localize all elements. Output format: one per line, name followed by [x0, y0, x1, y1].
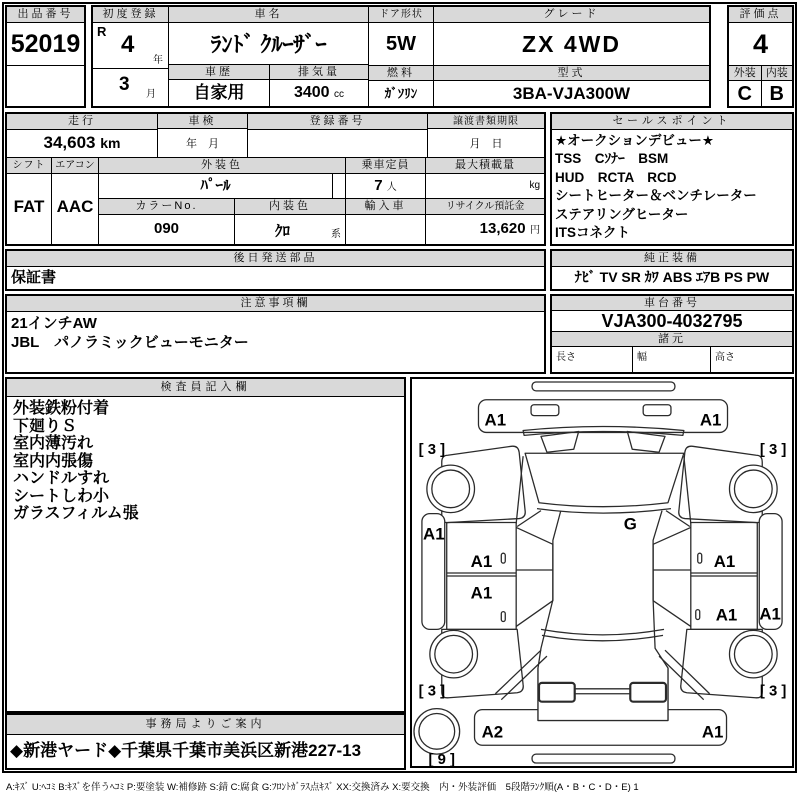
front-bumper: [478, 400, 727, 433]
interior-label: 内装: [762, 66, 793, 81]
exterior-grade: C: [737, 82, 752, 105]
doors-label: ドア形状: [369, 7, 433, 23]
first-reg-month-unit: 月: [146, 89, 156, 100]
import-label: 輸入車: [345, 199, 425, 215]
displacement-unit: cc: [334, 88, 345, 100]
first-reg-month: 3: [119, 74, 130, 95]
chassis-panel: [550, 294, 794, 374]
door-split-left: [447, 573, 516, 576]
spec-height-cell: 高さ: [710, 347, 792, 372]
window-panel-right: [653, 527, 691, 626]
rear-window-curve: [541, 629, 664, 634]
ext-color-value: ﾊﾟｰﾙ: [200, 177, 231, 194]
max-load-cell: [425, 174, 544, 198]
mark-front-fender-right: [ 3 ]: [759, 442, 787, 459]
spare-tire-inner: [419, 714, 455, 750]
capacity-cell: [345, 174, 425, 198]
history-value: 自家用: [193, 83, 245, 103]
chassis-value: VJA300-4032795: [552, 311, 792, 332]
interior-grade: B: [769, 82, 784, 105]
notes-panel: [5, 294, 546, 374]
grade-label: グレード: [434, 7, 709, 23]
notes-list: [7, 312, 544, 372]
inspector-line: 外装鉄粉付着: [13, 400, 110, 417]
transfer-deadline-value: 月 日: [469, 138, 503, 150]
specs-label: 諸元: [552, 332, 792, 347]
capacity-value: 7: [374, 177, 383, 194]
sales-points-panel: [550, 112, 794, 246]
shift-label: シフト: [7, 158, 51, 174]
fuel-value: ｶﾞｿﾘﾝ: [384, 86, 418, 102]
reg-number-label: 登録番号: [248, 114, 427, 130]
recycle-value: 13,620: [479, 220, 526, 237]
sales-point-line: ステアリングヒーター: [555, 206, 689, 222]
mark-rear-bumper-right: A1: [701, 722, 724, 742]
cowl-curve: [537, 509, 671, 513]
inspector-panel: [5, 377, 406, 713]
sales-point-line: ★オークションデビュー★: [555, 132, 714, 148]
car-name-value: ﾗﾝﾄﾞ ｸﾙｰｻﾞｰ: [169, 23, 368, 66]
vehicle-header-table: [91, 5, 711, 108]
a-pillar-right: [684, 456, 691, 523]
lot-number-value: 52019: [7, 23, 84, 66]
sales-point-line: HUD RCTA RCD: [555, 169, 677, 185]
sales-point-line: ITSコネクト: [555, 225, 631, 241]
oem-equipment-label: 純正装備: [552, 251, 792, 267]
inspector-line: ハンドルすれ: [13, 470, 110, 487]
oem-equipment-panel: [550, 249, 794, 291]
int-color-value: ｸﾛ: [275, 223, 291, 240]
mark-door-rear-left: A1: [470, 583, 493, 603]
aircon-value: AAC: [56, 197, 94, 216]
transfer-deadline-label: 譲渡書類期限: [428, 114, 544, 129]
car-name-label: 車名: [169, 7, 368, 23]
office-value: ◆新港ヤード◆千葉県千葉市美浜区新港227-13: [10, 741, 362, 760]
first-reg-year-unit: 年: [153, 55, 163, 66]
mileage-cell: [7, 130, 157, 157]
lot-number-empty-cell: [7, 66, 84, 106]
oem-equipment-value: ﾅﾋﾞ TV SR ｶﾜ ABS ｴｱB PS PW: [574, 269, 770, 285]
hood-front-strip: [523, 427, 684, 436]
recycle-label: リサイクル預託金: [425, 199, 544, 215]
sales-points-label: セールスポイント: [552, 114, 792, 130]
first-reg-label: 初度登録: [93, 7, 168, 23]
mark-door-front-right: A1: [713, 552, 736, 572]
damage-code-legend: A:ｷｽﾞ U:ﾍｺﾐ B:ｷｽﾞを伴うﾍｺﾐ P:要塗装 W:補修跡 S:錆 C:腐食 G:ﾌﾛﾝﾄｶﾞﾗｽ点ｷｽﾞ XX:交換済み X:要交換 内・外装評価 5段階ﾗﾝｸ順(A・B・C・D・E) 1: [6, 782, 639, 793]
mark-door-rear-right: A1: [715, 605, 738, 625]
color-no-label: カラーNo.: [99, 199, 234, 215]
inspection-label: 車検: [158, 114, 247, 129]
int-color-label: 内装色: [234, 199, 345, 215]
inspector-line: シートしわ小: [13, 487, 110, 505]
inspector-line: 下廻りＳ: [13, 417, 78, 435]
history-label: 車歴: [169, 65, 269, 80]
first-reg-month-cell: [93, 69, 168, 106]
lot-number-box: [5, 5, 86, 108]
inspector-line: 室内内張傷: [13, 452, 94, 470]
reg-number-value: [248, 130, 427, 157]
rating-box: [727, 5, 794, 108]
ext-color-label: 外装色: [99, 158, 345, 174]
sales-point-line: TSS Cｿﾅｰ BSM: [555, 151, 669, 167]
model-code-label: 型式: [434, 66, 709, 81]
displacement-value: [270, 80, 368, 106]
capacity-label: 乗車定員: [345, 158, 425, 174]
sales-points-list: [552, 130, 792, 244]
inspector-line: 室内薄汚れ: [13, 435, 94, 452]
mark-rocker-right: A1: [759, 604, 781, 624]
grade-value: ZX 4WD: [434, 23, 709, 67]
middle-data-table: [5, 112, 546, 246]
capacity-unit: 人: [386, 182, 397, 193]
wheel-rear-left-inner: [435, 635, 473, 673]
office-label: 事務局よりご案内: [7, 715, 404, 735]
shift-value: FAT: [13, 197, 45, 216]
exterior-label: 外装: [729, 66, 761, 81]
mark-rear-bumper-left: A2: [481, 722, 504, 742]
car-top-view-diagram: [412, 379, 792, 766]
mark-rear-fender-left: [ 3 ]: [418, 683, 446, 700]
color-no-value: 090: [153, 220, 180, 237]
fuel-label: 燃料: [369, 66, 433, 81]
chassis-label: 車台番号: [552, 296, 792, 311]
model-code-value: 3BA-VJA300W: [512, 84, 631, 104]
later-parts-label: 後日発送部品: [7, 251, 544, 267]
displacement-number: 3400: [293, 83, 330, 101]
spec-length-cell: 長さ: [556, 352, 576, 363]
mark-door-front-left: A1: [470, 552, 493, 572]
wheel-rear-right-inner: [734, 635, 772, 673]
recycle-unit: 円: [530, 225, 540, 236]
mark-front-fender-left: [ 3 ]: [418, 442, 446, 459]
import-value: [345, 215, 425, 244]
rear-step-bar: [532, 754, 675, 763]
mark-front-bumper-left: A1: [484, 410, 507, 430]
mileage-value: 34,603: [43, 133, 96, 152]
mark-spare-tire: [ 9 ]: [428, 752, 455, 766]
lot-number-label: 出品番号: [7, 7, 84, 23]
score-value: 4: [729, 23, 792, 66]
door-split-right: [691, 573, 757, 576]
doors-value: 5W: [369, 23, 433, 67]
windshield: [525, 453, 684, 506]
recycle-cell: [425, 215, 544, 244]
wheel-front-left-inner: [432, 470, 470, 508]
max-load-unit: kg: [529, 180, 540, 191]
front-step-bar: [532, 382, 675, 391]
damage-diagram-panel: [410, 377, 794, 768]
door-handle-front-right: [698, 553, 702, 563]
displacement-label: 排気量: [270, 65, 368, 80]
note-line: 21インチAW: [11, 315, 97, 332]
mark-rear-fender-right: [ 3 ]: [759, 683, 787, 700]
mark-rocker-left: A1: [423, 524, 445, 544]
spec-width-cell: 幅: [632, 347, 710, 372]
later-parts-panel: [5, 249, 546, 291]
int-color-cell: [234, 215, 345, 244]
note-line: JBL パノラミックビューモニター: [11, 334, 249, 351]
ext-color-extra-cell: [332, 174, 345, 198]
inspector-list: [7, 397, 404, 711]
mileage-unit: km: [100, 135, 121, 151]
door-handle-rear-right: [696, 610, 700, 620]
first-reg-year-cell: [93, 23, 168, 69]
door-handle-front-left: [501, 553, 505, 563]
window-panel-left: [516, 527, 553, 626]
a-pillar-left: [516, 456, 523, 523]
mark-windshield: G: [623, 514, 637, 534]
mileage-label: 走行: [7, 114, 157, 130]
office-panel: [5, 713, 406, 770]
front-washer-right: [643, 405, 671, 416]
inspection-value: 年 月: [186, 138, 219, 150]
max-load-label: 最大積載量: [425, 158, 544, 174]
sales-point-line: シートヒーター＆ベンチレーター: [555, 188, 757, 204]
wiper-left: [541, 431, 579, 452]
door-handle-rear-left: [501, 612, 505, 622]
inspector-label: 検査員記入欄: [7, 379, 404, 397]
wheel-front-right-inner: [734, 470, 772, 508]
later-parts-value: 保証書: [11, 269, 57, 286]
front-washer-left: [531, 405, 559, 416]
aircon-label: エアコン: [52, 158, 98, 174]
notes-label: 注意事項欄: [7, 296, 544, 312]
inspector-line: ガラスフィルム張: [13, 505, 139, 522]
score-label: 評価点: [729, 7, 792, 23]
first-reg-year: 4: [121, 31, 135, 58]
mark-front-bumper-right: A1: [699, 410, 722, 430]
rear-window-curve2: [542, 635, 663, 640]
wiper-right: [627, 431, 665, 452]
int-color-suffix: 系: [331, 229, 341, 240]
first-reg-era: R: [97, 24, 107, 39]
